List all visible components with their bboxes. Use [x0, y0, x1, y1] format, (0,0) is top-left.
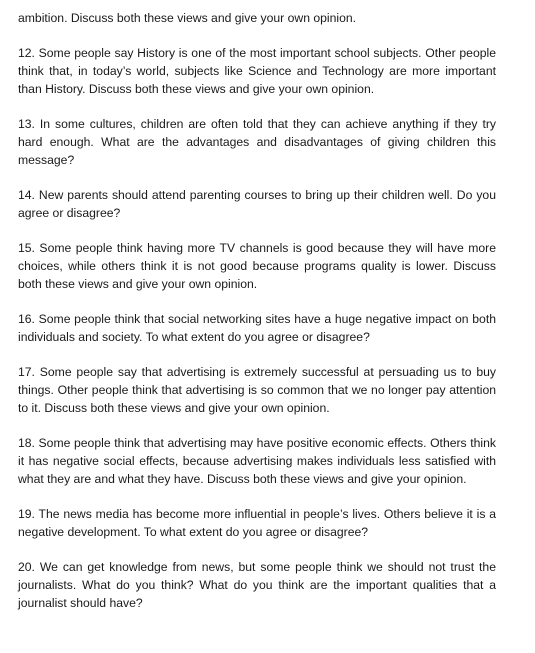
question-12: 12. Some people say History is one of the most important school subjects. Other people think that, in today’s world, subjects like Science and Technology are more important than History. Discuss both these views and give your own opinion.: [18, 46, 496, 96]
question-14: 14. New parents should attend parenting courses to bring up their children well. Do you agree or disagree?: [18, 188, 496, 220]
question-15: 15. Some people think having more TV channels is good because they will have more choices, while others think it is not good because programs quality is lower. Discuss both these views and give your own opinion.: [18, 241, 496, 291]
question-20: 20. We can get knowledge from news, but some people think we should not trust the journalists. What do you think? What do you think are the important qualities that a journalist should have?: [18, 560, 496, 610]
question-18: 18. Some people think that advertising may have positive economic effects. Others think it has negative social effects, because advertising makes individuals less satisfied with what they are and what they have. Discuss both these views and give your opinion.: [18, 436, 496, 486]
question-17: 17. Some people say that advertising is extremely successful at persuading us to buy things. Other people think that advertising is so common that we no longer pay attention to it. Discuss both these views and give your own opinion.: [18, 365, 496, 415]
question-19: 19. The news media has become more influential in people’s lives. Others believe it is a negative development. To what extent do you agree or disagree?: [18, 507, 496, 539]
document-body: [18, 9, 496, 612]
paragraph-continuation: ambition. Discuss both these views and give your own opinion.: [18, 11, 357, 25]
question-16: 16. Some people think that social networking sites have a huge negative impact on both individuals and society. To what extent do you agree or disagree?: [18, 312, 496, 344]
question-13: 13. In some cultures, children are often told that they can achieve anything if they try hard enough. What are the advantages and disadvantages of giving children this message?: [18, 117, 496, 167]
